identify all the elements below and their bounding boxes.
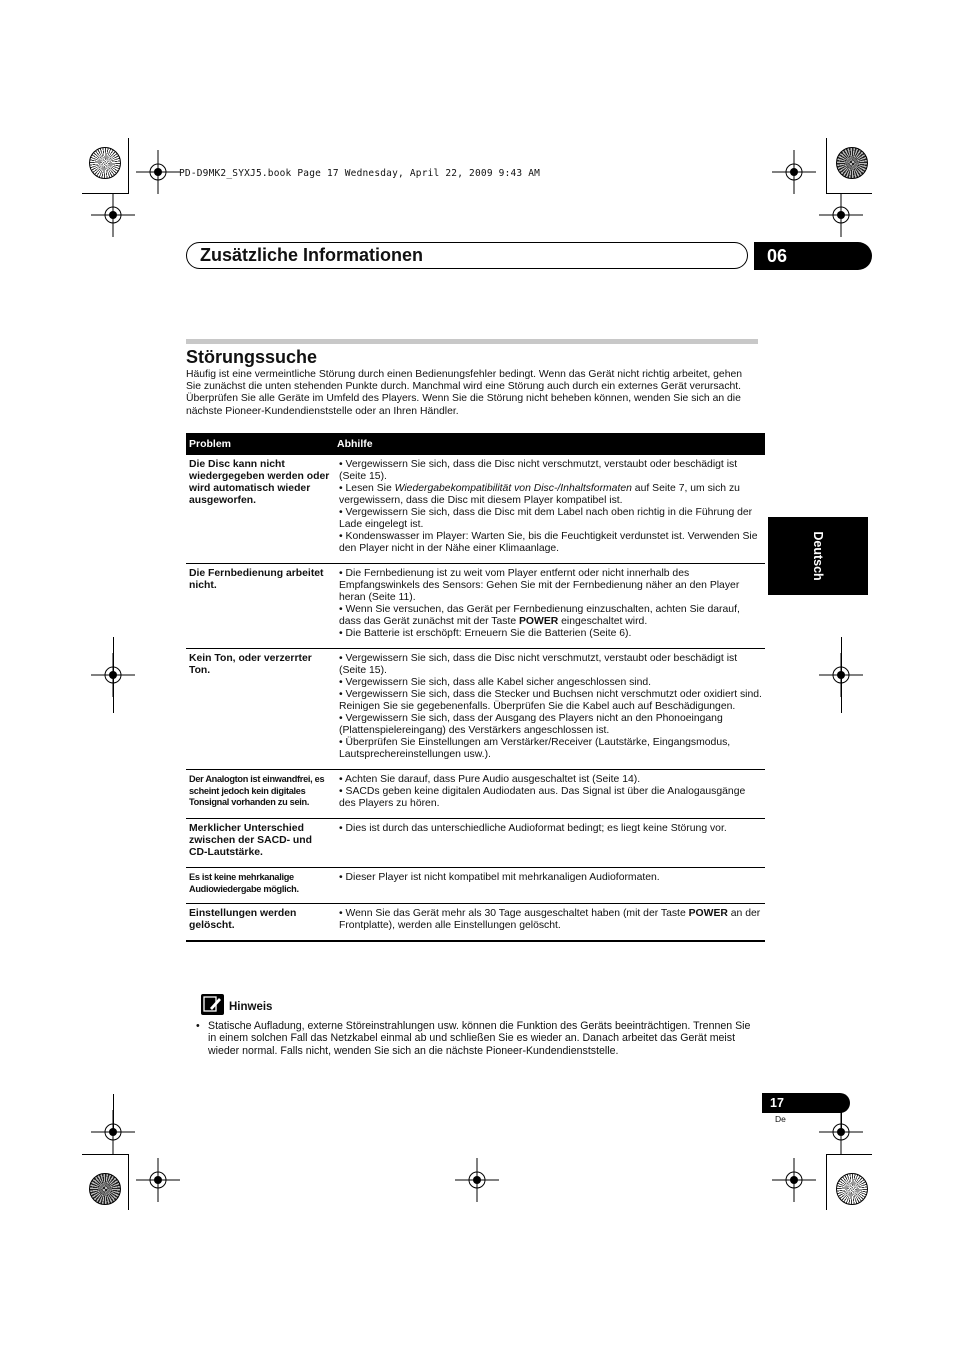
remedy-item: • Die Batterie ist erschöpft: Erneuern Sie die Batterien (Seite 6).	[339, 628, 632, 639]
remedy-item: • SACDs geben keine digitalen Audiodaten aus. Das Signal ist über die Analogausgänge des Players zu hören.	[339, 786, 746, 809]
registration-rosette-icon	[836, 1173, 868, 1205]
problem-cell: Die Fernbedienung arbeitet nicht.	[186, 564, 334, 649]
remedy-item: • Lesen Sie Wiedergabekompatibilität von Disc-/Inhaltsformaten auf Seite 7, um sich zu vergewissern, dass die Disc mit diesem Player kompatibel ist.	[339, 483, 740, 506]
problem-cell: Einstellungen werden gelöscht.	[186, 904, 334, 942]
section-rule	[186, 339, 758, 344]
remedy-item: • Kondenswasser im Player: Warten Sie, bis die Feuchtigkeit verdunstet ist. Verwenden Sie den Player nicht in der Nähe einer Klimaanlage.	[339, 531, 758, 554]
problem-cell: Die Disc kann nicht wiedergegeben werden oder wird automatisch wieder ausgeworfen.	[186, 455, 334, 564]
language-side-tab	[768, 517, 868, 595]
chapter-title: Zusätzliche Informationen	[200, 245, 424, 265]
problem-cell: Kein Ton, oder verzerrter Ton.	[186, 649, 334, 770]
table-row	[186, 819, 765, 868]
table-row	[186, 770, 765, 819]
problem-cell: Es ist keine mehrkanalige Audiowiedergabe möglich.	[186, 868, 334, 904]
crosshair-mark-icon	[819, 193, 863, 237]
remedy-item: • Vergewissern Sie sich, dass die Disc mit dem Label nach oben richtig in die Führung der Lade eingelegt ist.	[339, 507, 753, 530]
crosshair-mark-icon	[772, 150, 816, 194]
table-row	[186, 455, 765, 564]
crosshair-mark-icon	[91, 193, 135, 237]
page-language: De	[775, 1114, 786, 1124]
remedy-cell	[334, 770, 765, 819]
pencil-note-icon	[201, 994, 224, 1015]
chapter-number: 06	[754, 242, 872, 270]
column-header-remedy: Abhilfe	[334, 433, 765, 455]
note-body: Statische Aufladung, externe Störeinstrahlungen usw. können die Funktion des Geräts beeinträchtigen. Trennen Sie in einem solchen Fall das Netzkabel einmal ab und schließen Sie es wieder an. Danach arbeitet das Gerät meist wieder normal. Falls nicht, wenden Sie sich an die nächste Pioneer-Kundendienststelle.	[208, 1020, 751, 1057]
table-body	[186, 455, 765, 941]
table-header-row	[186, 433, 765, 455]
remedy-item: • Die Fernbedienung ist zu weit vom Player entfernt oder nicht innerhalb des Empfangswinkels des Sensors: Gehen Sie mit der Fernbedienung näher an den Player heran (Seite 11).	[339, 568, 740, 603]
registration-rosette-icon	[89, 1173, 121, 1205]
remedy-item: • Dies ist durch das unterschiedliche Audioformat bedingt; es liegt keine Störung vor.	[339, 823, 727, 834]
remedy-item: • Vergewissern Sie sich, dass die Disc nicht verschmutzt, verstaubt oder beschädigt ist (Seite 15).	[339, 653, 738, 676]
table-row	[186, 649, 765, 770]
note-bullet: •	[196, 1020, 200, 1032]
page-number: 17	[762, 1093, 850, 1113]
problem-cell: Merklicher Unterschied zwischen der SACD- und CD-Lautstärke.	[186, 819, 334, 868]
crosshair-mark-icon	[772, 1158, 816, 1202]
crosshair-mark-icon	[136, 1158, 180, 1202]
remedy-item: • Vergewissern Sie sich, dass die Stecker und Buchsen nicht verschmutzt oder oxidiert sind. Reinigen Sie sie gegebenenfalls. Überprüfen Sie die Kabel auch auf Beschädigungen.	[339, 689, 762, 712]
remedy-item: • Achten Sie darauf, dass Pure Audio ausgeschaltet ist (Seite 14).	[339, 774, 641, 785]
remedy-item: • Dieser Player ist nicht kompatibel mit mehrkanaligen Audioformaten.	[339, 872, 660, 883]
registration-rosette-icon	[836, 147, 868, 179]
remedy-cell	[334, 455, 765, 564]
remedy-item: • Vergewissern Sie sich, dass die Disc nicht verschmutzt, verstaubt oder beschädigt ist (Seite 15).	[339, 459, 738, 482]
remedy-item: • Wenn Sie versuchen, das Gerät per Fernbedienung einzuschalten, achten Sie darauf, dass das Gerät zunächst mit der Taste POWER eingeschaltet wird.	[339, 604, 740, 627]
troubleshooting-table	[186, 433, 765, 942]
section-intro: Häufig ist eine vermeintliche Störung durch einen Bedienungsfehler bedingt. Wenn das Gerät nicht richtig arbeitet, gehen Sie zunächst die unten stehenden Punkte durch. Manchmal wird eine Störung auch durch ein externes Gerät verursacht. Überprüfen Sie alle Geräte im Umfeld des Players. Wenn Sie die Störung nicht beheben können, wenden Sie sich an die nächste Pioneer-Kundendienststelle oder an Ihren Händler.	[186, 369, 743, 417]
note-text	[196, 1020, 761, 1057]
remedy-item: • Wenn Sie das Gerät mehr als 30 Tage ausgeschaltet haben (mit der Taste POWER an der Frontplatte), werden alle Einstellungen gelöscht.	[339, 908, 761, 931]
table-row	[186, 904, 765, 942]
problem-cell: Der Analogton ist einwandfrei, es scheint jedoch kein digitales Tonsignal vorhanden zu sein.	[186, 770, 334, 819]
table-row	[186, 564, 765, 649]
language-side-tab-label: Deutsch	[811, 531, 825, 581]
column-header-problem: Problem	[186, 433, 334, 455]
remedy-cell	[334, 649, 765, 770]
crosshair-mark-icon	[455, 1158, 499, 1202]
crosshair-mark-icon	[136, 150, 180, 194]
remedy-item: • Vergewissern Sie sich, dass der Ausgang des Players nicht an den Phonoeingang (Plattenspielereingang) des Verstärkers angeschlossen ist.	[339, 713, 723, 736]
remedy-item: • Überprüfen Sie Einstellungen am Verstärker/Receiver (Lautstärke, Eingangsmodus, Lautsprechereinstellungen usw.).	[339, 737, 731, 760]
section-title: Störungssuche	[186, 347, 318, 367]
remedy-cell	[334, 564, 765, 649]
note-label: Hinweis	[229, 1001, 273, 1013]
registration-rosette-icon	[89, 147, 121, 179]
remedy-cell	[334, 868, 765, 904]
remedy-cell	[334, 904, 765, 942]
book-header: PD-D9MK2_SYXJ5.book Page 17 Wednesday, April 22, 2009 9:43 AM	[179, 168, 541, 179]
remedy-item: • Vergewissern Sie sich, dass alle Kabel sicher angeschlossen sind.	[339, 677, 652, 688]
table-row	[186, 868, 765, 904]
remedy-cell	[334, 819, 765, 868]
